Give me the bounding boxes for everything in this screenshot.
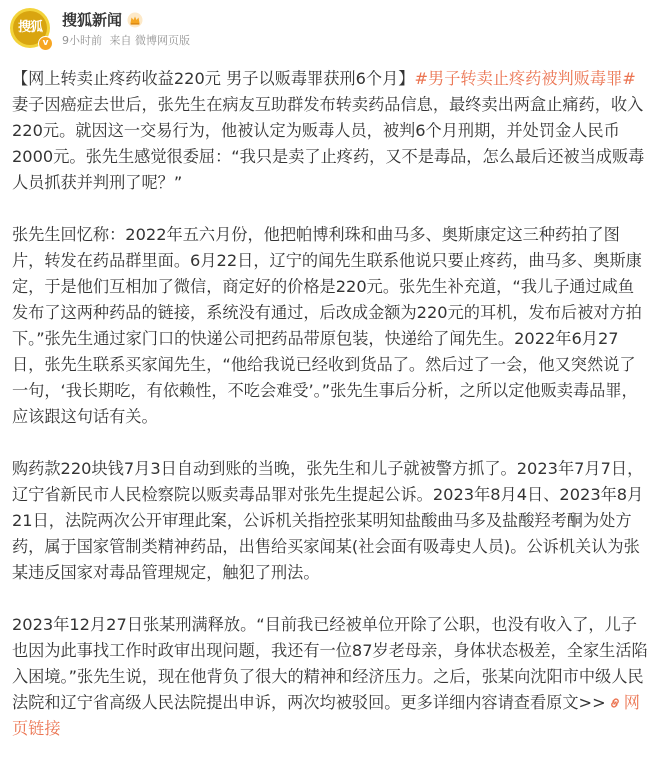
paragraph-1: [12, 66, 648, 196]
link-icon[interactable]: [608, 696, 622, 710]
member-crown-icon[interactable]: [127, 12, 143, 28]
name-row: [62, 10, 143, 30]
topic-hashtag-link[interactable]: #男子转卖止疼药被判贩毒罪#: [414, 69, 636, 88]
paragraph-2: 张先生回忆称：2022年五六月份，他把帕博利珠和曲马多、奥斯康定这三种药拍了图片，转发在药品群里面。6月22日，辽宁的闻先生联系他说只要止疼药，曲马多、奥斯康定，于是他们互相加了微信，商定好的价格是220元。张先生补充道，“我儿子通过咸鱼发布了这两种药品的链接，系统没有通过，后改成金额为220元的耳机，发布后被对方拍下。”张先生通过家门口的快递公司把药品带原包装，快递给了闻先生。2022年6月27日，张先生联系买家闻先生，“他给我说已经收到货品了。然后过了一会，他又突然说了一句，‘我长期吃，有依赖性，不吃会难受’。”张先生事后分析，之所以定他贩卖毒品罪，应该跟这句话有关。: [12, 225, 642, 426]
post-header: [10, 8, 650, 50]
web-link[interactable]: 网页链接: [12, 693, 640, 738]
post-meta: [62, 33, 194, 49]
account-name[interactable]: 搜狐新闻: [62, 11, 123, 29]
paragraph-4-body: 2023年12月27日张某刑满释放。“目前我已经被单位开除了公职，也没有收入了，儿子也因为此事找工作时政审出现问题，我还有一位87岁老母亲，身体状态极差，全家生活陷入困境。”张先生说，现在他背负了很大的精神和经济压力。之后，张某向沈阳市中级人民法院和辽宁省高级人民法院提出申诉，两次均被驳回。更多详细内容请查看原文>>: [12, 615, 648, 712]
avatar-logo: 搜狐: [13, 11, 47, 45]
paragraph-3: 购药款220块钱7月3日自动到账的当晚，张先生和儿子就被警方抓了。2023年7月7日，辽宁省新民市人民检察院以贩卖毒品罪对张先生提起公诉。2023年8月4日、2023年8月21日，法院两次公开审理此案，公诉机关指控张某明知盐酸曲马多及盐酸羟考酮为处方药，属于国家管制类精神药品，出售给买家闻某(社会面有吸毒史人员)。公诉机关认为张某违反国家对毒品管理规定，触犯了刑法。: [12, 459, 644, 582]
post-source: 来自 微博网页版: [109, 34, 190, 47]
post-headline: 【网上转卖止疼药收益220元 男子以贩毒罪获刑6个月】: [12, 69, 415, 88]
paragraph-1-body: 妻子因癌症去世后，张先生在病友互助群发布转卖药品信息，最终卖出两盒止痛药，收入220元。就因这一交易行为，他被认定为贩毒人员，被判6个月刑期，并处罚金人民币2000元。张先生感觉很委屈：“我只是卖了止疼药，又不是毒品，怎么最后还被当成贩毒人员抓获并判刑了呢？”: [12, 95, 645, 192]
paragraph-4: [12, 612, 648, 742]
post-time[interactable]: 9小时前: [62, 34, 102, 47]
verified-badge-icon: v: [38, 36, 53, 51]
post-content: [12, 66, 648, 768]
